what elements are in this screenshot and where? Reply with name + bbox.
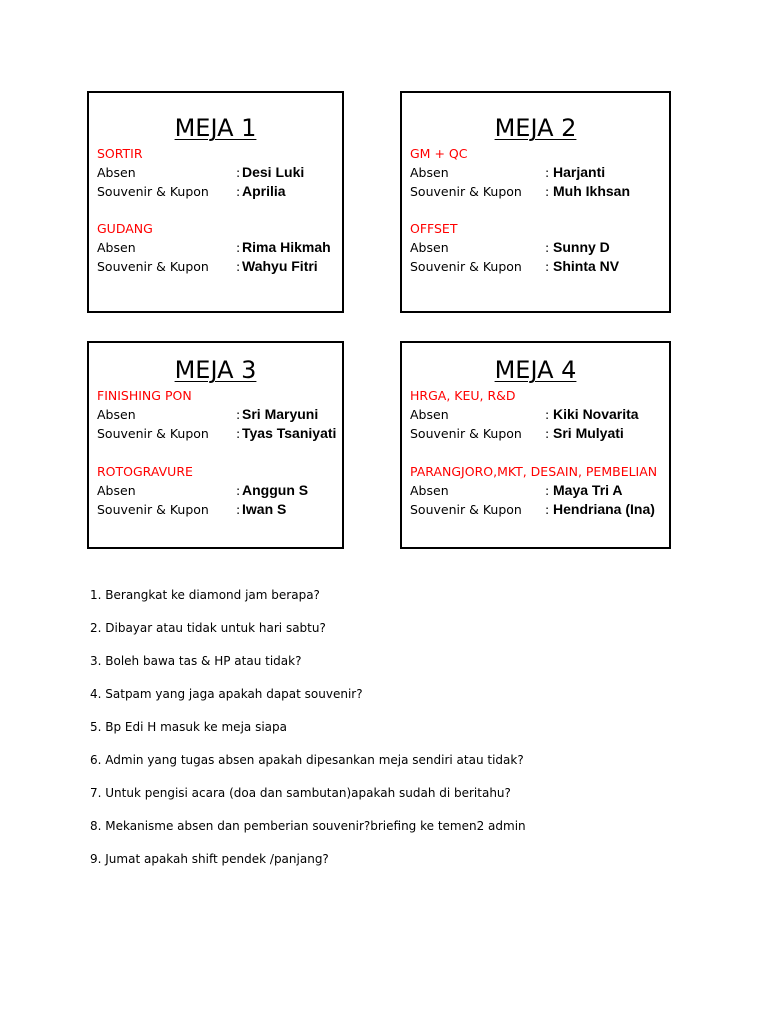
row-value: Desi Luki	[242, 164, 305, 180]
section-name: ROTOGRAVURE	[97, 464, 193, 479]
row-colon: :	[545, 240, 550, 255]
section-finishing-pon	[97, 386, 338, 443]
row-label: Souvenir & Kupon	[410, 502, 522, 517]
assignment-row-souvenir	[97, 257, 338, 276]
section-rotogravure	[97, 462, 338, 519]
question-item: 5. Bp Edi H masuk ke meja siapa	[90, 720, 287, 734]
assignment-row-absen	[97, 405, 338, 424]
row-label: Souvenir & Kupon	[97, 259, 209, 274]
card-title: MEJA 3	[174, 356, 257, 384]
row-colon: :	[545, 259, 550, 274]
row-colon: :	[545, 407, 550, 422]
section-offset	[410, 219, 665, 276]
row-value: Shinta NV	[553, 258, 620, 274]
question-item: 2. Dibayar atau tidak untuk hari sabtu?	[90, 621, 326, 635]
assignment-row-absen	[410, 163, 665, 182]
question-item: 7. Untuk pengisi acara (doa dan sambutan)apakah sudah di beritahu?	[90, 786, 511, 800]
assignment-row-souvenir	[97, 424, 338, 443]
row-label: Souvenir & Kupon	[97, 502, 209, 517]
row-colon: :	[236, 165, 241, 180]
section-name: GUDANG	[97, 221, 153, 236]
section-name: PARANGJORO,MKT, DESAIN, PEMBELIAN	[410, 464, 658, 479]
row-value: Sri Maryuni	[242, 406, 319, 422]
section-name: SORTIR	[97, 146, 143, 161]
question-item: 6. Admin yang tugas absen apakah dipesankan meja sendiri atau tidak?	[90, 753, 524, 767]
table-card-meja-4	[400, 341, 671, 549]
section-gm-qc	[410, 144, 665, 201]
section-sortir	[97, 144, 338, 201]
assignment-row-absen	[410, 481, 665, 500]
row-colon: :	[236, 426, 241, 441]
question-item: 8. Mekanisme absen dan pemberian souvenir?briefing ke temen2 admin	[90, 819, 526, 833]
assignment-row-souvenir	[97, 182, 338, 201]
row-colon: :	[236, 407, 241, 422]
row-label: Absen	[97, 483, 136, 498]
assignment-row-absen	[97, 238, 338, 257]
row-label: Souvenir & Kupon	[410, 426, 522, 441]
question-item: 3. Boleh bawa tas & HP atau tidak?	[90, 654, 302, 668]
row-label: Absen	[97, 240, 136, 255]
row-colon: :	[236, 240, 241, 255]
row-label: Absen	[97, 165, 136, 180]
row-label: Absen	[97, 407, 136, 422]
row-colon: :	[236, 259, 241, 274]
assignment-row-absen	[97, 481, 338, 500]
row-colon: :	[236, 483, 241, 498]
row-value: Hendriana (Ina)	[553, 501, 655, 517]
row-label: Absen	[410, 240, 449, 255]
row-colon: :	[545, 483, 550, 498]
row-label: Souvenir & Kupon	[97, 184, 209, 199]
row-value: Aprilia	[242, 183, 286, 199]
section-parangjoro-mkt-desain-pembelian	[410, 462, 665, 519]
section-hrga-keu-rnd	[410, 386, 665, 443]
row-value: Harjanti	[553, 164, 606, 180]
row-value: Muh Ikhsan	[553, 183, 631, 199]
row-label: Absen	[410, 165, 449, 180]
row-colon: :	[545, 184, 550, 199]
assignment-row-absen	[410, 405, 665, 424]
question-item: 9. Jumat apakah shift pendek /panjang?	[90, 852, 329, 866]
assignment-row-absen	[97, 163, 338, 182]
row-colon: :	[236, 502, 241, 517]
row-colon: :	[545, 165, 550, 180]
row-value: Tyas Tsaniyati	[242, 425, 337, 441]
section-gudang	[97, 219, 338, 276]
row-value: Maya Tri A	[553, 482, 623, 498]
card-title: MEJA 1	[174, 114, 257, 142]
question-item: 4. Satpam yang jaga apakah dapat souvenir?	[90, 687, 363, 701]
row-value: Sri Mulyati	[553, 425, 624, 441]
question-item: 1. Berangkat ke diamond jam berapa?	[90, 588, 320, 602]
assignment-row-souvenir	[410, 500, 665, 519]
table-card-meja-2	[400, 91, 671, 313]
row-value: Wahyu Fitri	[242, 258, 318, 274]
assignment-row-souvenir	[410, 257, 665, 276]
row-label: Souvenir & Kupon	[97, 426, 209, 441]
assignment-row-souvenir	[410, 424, 665, 443]
row-colon: :	[545, 426, 550, 441]
row-value: Anggun S	[242, 482, 309, 498]
row-value: Sunny D	[553, 239, 610, 255]
row-label: Souvenir & Kupon	[410, 259, 522, 274]
row-value: Iwan S	[242, 501, 287, 517]
row-colon: :	[236, 184, 241, 199]
card-title: MEJA 2	[494, 114, 577, 142]
section-name: FINISHING PON	[97, 388, 192, 403]
row-colon: :	[545, 502, 550, 517]
question-list	[90, 584, 526, 881]
table-card-meja-3	[87, 341, 344, 549]
table-card-meja-1	[87, 91, 344, 313]
card-title: MEJA 4	[494, 356, 577, 384]
row-label: Absen	[410, 407, 449, 422]
row-label: Absen	[410, 483, 449, 498]
row-value: Rima Hikmah	[242, 239, 331, 255]
row-value: Kiki Novarita	[553, 406, 639, 422]
section-name: OFFSET	[410, 221, 458, 236]
row-label: Souvenir & Kupon	[410, 184, 522, 199]
section-name: HRGA, KEU, R&D	[410, 388, 516, 403]
assignment-row-souvenir	[410, 182, 665, 201]
assignment-row-souvenir	[97, 500, 338, 519]
assignment-row-absen	[410, 238, 665, 257]
section-name: GM + QC	[410, 146, 468, 161]
